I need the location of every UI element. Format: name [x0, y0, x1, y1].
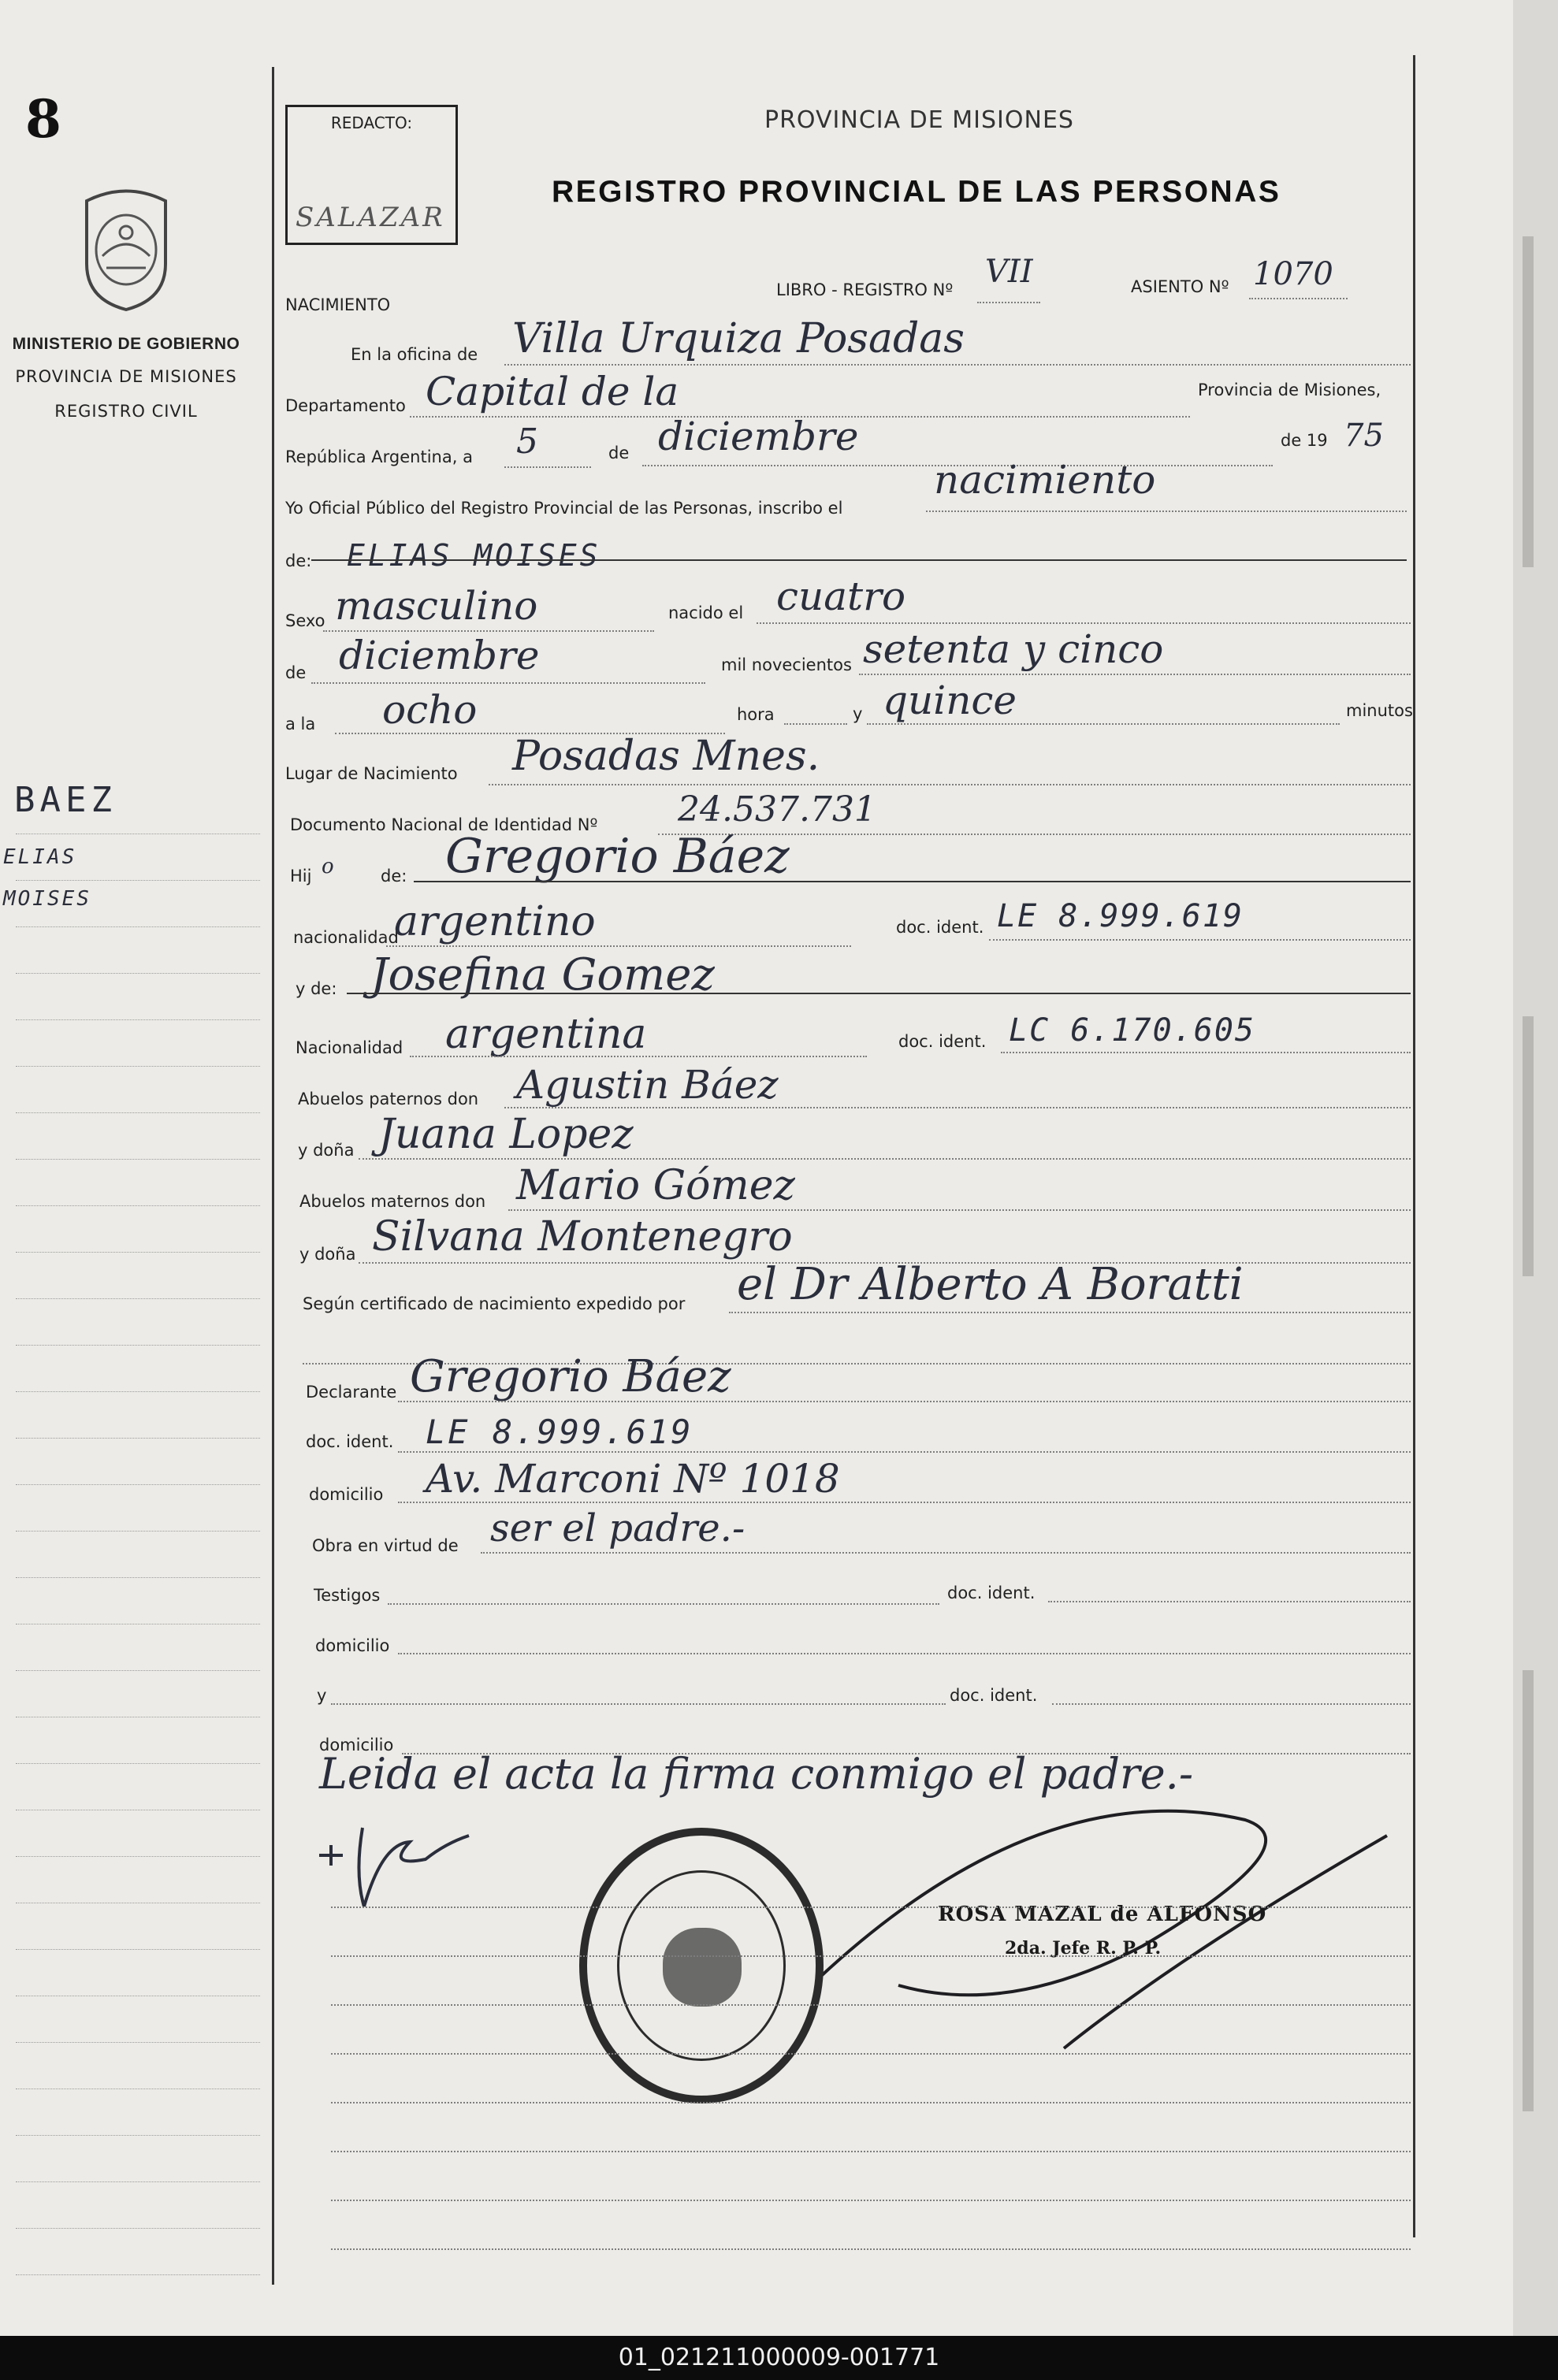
departamento-value: Capital de la — [426, 369, 679, 414]
obra-value: ser el padre.- — [490, 1506, 746, 1550]
margin-rule — [16, 1113, 260, 1160]
lugar-value: Posadas Mnes. — [512, 733, 820, 780]
margin-rule — [16, 1810, 260, 1857]
civil-registry-label: REGISTRO CIVIL — [54, 402, 198, 421]
nac-madre-value: argentina — [445, 1011, 647, 1058]
obra-label: Obra en virtud de — [312, 1536, 459, 1555]
minutos-value: quince — [883, 678, 1017, 723]
doc-madre-label: doc. ident. — [898, 1032, 987, 1051]
mil-label: mil novecientos — [721, 655, 852, 674]
sexo-value: masculino — [335, 583, 538, 629]
ab-pat-dona-value: Juana Lopez — [378, 1111, 634, 1158]
departamento-label: Departamento — [285, 396, 406, 415]
mes-value: diciembre — [658, 414, 859, 459]
nac-padre-value: argentino — [394, 898, 596, 945]
margin-rule — [16, 1206, 260, 1253]
ab-pat-value: Agustin Báez — [516, 1062, 779, 1108]
domicilio-value: Av. Marconi Nº 1018 — [426, 1456, 840, 1502]
form-rule — [331, 2151, 1411, 2152]
doc-padre-value: LE 8.999.619 — [997, 898, 1244, 934]
form-rule — [331, 2248, 1411, 2250]
oficial-label: Yo Oficial Público del Registro Provincial de las Personas, inscribo el — [285, 499, 843, 518]
margin-rule — [16, 1439, 260, 1485]
nacido-label: nacido el — [668, 603, 744, 622]
provincia-label: Provincia de Misiones, — [1198, 381, 1381, 399]
doc-padre-label: doc. ident. — [896, 918, 984, 937]
footer-filename: 01_021211000009-001771 — [0, 2336, 1558, 2380]
doc-decl-label: doc. ident. — [306, 1432, 394, 1451]
margin-rule — [16, 1671, 260, 1717]
republica-label: República Argentina, a — [285, 447, 473, 466]
hijo-suffix: o — [322, 855, 334, 878]
minutos-label: minutos — [1346, 701, 1413, 720]
dom-t2-label: domicilio — [319, 1736, 394, 1754]
margin-rule — [16, 1532, 260, 1578]
margin-rule — [16, 1346, 260, 1392]
nac-padre-label: nacionalidad — [293, 928, 399, 947]
de2-label: de — [285, 663, 307, 682]
ydona2-label: y doña — [299, 1245, 356, 1264]
ministry-label: MINISTERIO DE GOBIERNO — [12, 335, 240, 353]
margin-rule — [16, 1253, 260, 1299]
libro-value: VII — [985, 254, 1033, 290]
form-rule — [331, 2053, 1411, 2055]
domicilio-label: domicilio — [309, 1485, 384, 1504]
margin-second-name: MOISES — [3, 887, 91, 911]
margin-first-name: ELIAS — [3, 845, 77, 869]
cert-label: Según certificado de nacimiento expedido por — [303, 1294, 686, 1313]
sexo-label: Sexo — [285, 611, 325, 630]
nombre-value: ELIAS MOISES — [347, 538, 601, 573]
y-t-label: y — [317, 1686, 327, 1705]
header-title: REGISTRO PROVINCIAL DE LAS PERSONAS — [552, 175, 1281, 209]
mes2-value: diciembre — [339, 633, 540, 678]
section-label: NACIMIENTO — [285, 295, 391, 314]
dia-value: 5 — [516, 421, 538, 462]
dni-value: 24.537.731 — [678, 789, 876, 830]
doc-madre-value: LC 6.170.605 — [1009, 1012, 1255, 1049]
asiento-value: 1070 — [1253, 256, 1333, 292]
padre-value: Gregorio Báez — [445, 829, 790, 884]
margin-rule — [16, 1020, 260, 1067]
margin-rule — [16, 1299, 260, 1346]
margin-rule — [16, 974, 260, 1020]
header-province: PROVINCIA DE MISIONES — [764, 106, 1074, 134]
cert-value: el Dr Alberto A Boratti — [737, 1259, 1244, 1310]
seal-emblem-icon — [663, 1928, 742, 2007]
left-border-line — [272, 67, 274, 2285]
declarante-value: Gregorio Báez — [410, 1351, 731, 1402]
form-rule — [331, 1907, 1411, 1908]
margin-rule — [16, 2089, 260, 2136]
margin-rule — [16, 2229, 260, 2275]
nacido-value: cuatro — [776, 574, 906, 619]
coat-of-arms-icon — [75, 185, 177, 311]
form-rule — [331, 2102, 1411, 2103]
margin-rule — [16, 1578, 260, 1624]
asiento-label: ASIENTO Nº — [1131, 277, 1229, 296]
y-label: y — [853, 704, 863, 723]
madre-value: Josefina Gomez — [370, 949, 715, 1001]
ab-mat-dona-value: Silvana Montenegro — [372, 1213, 793, 1261]
margin-rule — [16, 2043, 260, 2089]
margin-rule — [16, 1717, 260, 1764]
margin-rule — [16, 2136, 260, 2182]
officer-name: ROSA MAZAL de ALFONSO — [938, 1903, 1267, 1926]
officer-title: 2da. Jefe R. P. P. — [1005, 1938, 1162, 1959]
margin-rule — [16, 1067, 260, 1113]
margin-rule — [16, 1392, 260, 1439]
mil-value: setenta y cinco — [863, 626, 1164, 672]
margin-rule — [16, 1950, 260, 1996]
hijo-de-label: de: — [381, 867, 407, 886]
nac-madre-label: Nacionalidad — [296, 1038, 403, 1057]
declarante-label: Declarante — [306, 1383, 397, 1402]
ab-mat-label: Abuelos maternos don — [299, 1192, 486, 1211]
margin-rule — [16, 1160, 260, 1206]
testigos-label: Testigos — [314, 1586, 381, 1605]
form-rule — [331, 1955, 1411, 1957]
margin-rule — [16, 1903, 260, 1950]
province-label: PROVINCIA DE MISIONES — [15, 367, 237, 386]
form-rule — [331, 2200, 1411, 2201]
ydona1-label: y doña — [298, 1141, 355, 1160]
ab-mat-value: Mario Gómez — [516, 1162, 795, 1209]
margin-rule — [16, 1485, 260, 1532]
dom-t1-label: domicilio — [315, 1636, 390, 1655]
margin-surname: BAEZ — [14, 780, 117, 820]
doc-t1-label: doc. ident. — [947, 1584, 1036, 1602]
ala-label: a la — [285, 715, 316, 733]
official-seal — [579, 1828, 824, 2103]
oficina-label: En la oficina de — [351, 345, 478, 364]
anio-value: 75 — [1344, 418, 1384, 454]
redacto-label: REDACTO: — [330, 113, 413, 132]
lugar-label: Lugar de Nacimiento — [285, 764, 458, 783]
margin-rule — [16, 927, 260, 974]
de-nombre-label: de: — [285, 551, 312, 570]
hora-value: ocho — [382, 687, 478, 733]
margin-rule — [16, 1996, 260, 2043]
hora-label: hora — [737, 705, 775, 724]
de-label: de — [608, 444, 630, 462]
oficina-value: Villa Urquiza Posadas — [512, 315, 965, 362]
closing-statement: Leida el acta la firma conmigo el padre.- — [319, 1749, 1194, 1799]
hijo-label: Hij — [290, 867, 312, 886]
libro-label: LIBRO - REGISTRO Nº — [776, 280, 954, 299]
redacto-signature: SALAZAR — [296, 202, 445, 233]
anio-label: de 19 — [1281, 431, 1328, 450]
dni-label: Documento Nacional de Identidad Nº — [290, 815, 598, 834]
binding-strip — [1513, 0, 1558, 2336]
margin-rule — [16, 1764, 260, 1810]
margin-rule — [16, 2182, 260, 2229]
margin-rule — [16, 1857, 260, 1903]
yde-label: y de: — [296, 979, 337, 998]
redacto-box — [285, 105, 458, 245]
page-number: 8 — [25, 88, 61, 150]
right-border-line — [1413, 55, 1415, 2237]
margin-ruled-lines — [16, 788, 260, 2275]
doc-t2-label: doc. ident. — [950, 1686, 1038, 1705]
margin-rule — [16, 1624, 260, 1671]
ab-pat-label: Abuelos paternos don — [298, 1090, 479, 1108]
form-rule — [331, 2004, 1411, 2006]
father-signature — [307, 1812, 489, 1922]
doc-decl-value: LE 8.999.619 — [426, 1413, 693, 1451]
oficial-value: nacimiento — [934, 457, 1156, 503]
